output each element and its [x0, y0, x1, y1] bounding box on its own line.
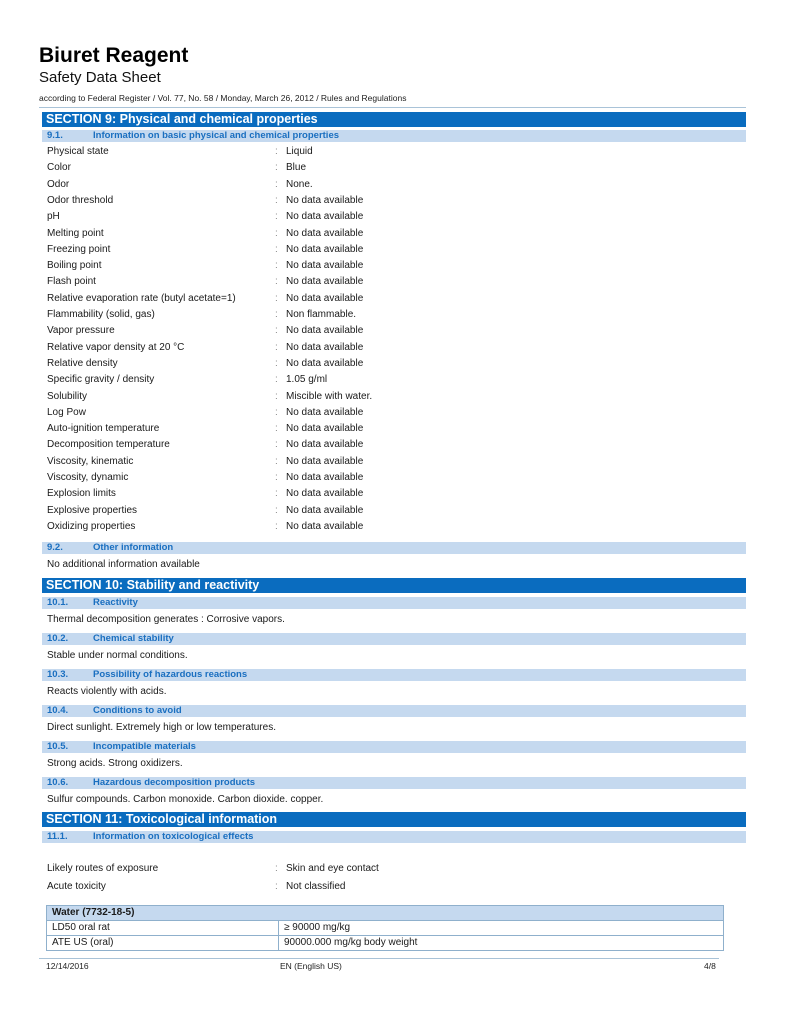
property-row [47, 291, 747, 307]
property-label: Viscosity, dynamic [47, 472, 129, 483]
property-value: No data available [286, 227, 364, 239]
property-separator: : [275, 390, 278, 402]
property-row [47, 470, 747, 486]
property-value: Skin and eye contact [286, 863, 379, 874]
subsection-title: Information on basic physical and chemical properties [93, 130, 340, 141]
property-value: No data available [286, 455, 364, 467]
property-label: Likely routes of exposure [47, 863, 159, 874]
property-row [47, 437, 747, 453]
other-information-text: No additional information available [47, 559, 200, 570]
subsection-9-2-header [42, 542, 746, 554]
property-value: No data available [286, 341, 364, 353]
subsection-title: Conditions to avoid [93, 705, 182, 716]
subsection-number: 9.1. [47, 130, 63, 141]
property-value: Miscible with water. [286, 390, 373, 402]
property-separator: : [275, 146, 278, 157]
property-separator: : [275, 162, 278, 174]
property-separator: : [275, 488, 278, 500]
table-row [47, 921, 724, 936]
property-row [47, 274, 747, 290]
subsection-text: Reacts violently with acids. [47, 686, 167, 697]
property-label: Explosion limits [47, 488, 116, 500]
table-cell-label: ATE US (oral) [47, 936, 279, 951]
property-row [47, 372, 747, 388]
subsection-number: 10.2. [47, 633, 69, 644]
property-label: Relative vapor density at 20 °C [47, 341, 185, 353]
property-label: Physical state [47, 146, 109, 157]
property-separator: : [275, 423, 278, 435]
property-row [47, 861, 747, 877]
property-row [47, 177, 747, 193]
subsection-header [42, 669, 746, 681]
property-value: No data available [286, 406, 364, 418]
property-value: Non flammable. [286, 309, 357, 320]
property-label: Viscosity, kinematic [47, 455, 134, 467]
property-row [47, 486, 747, 502]
table-cell-label: LD50 oral rat [47, 921, 279, 936]
subsection-text: Strong acids. Strong oxidizers. [47, 758, 183, 769]
property-separator: : [275, 276, 278, 288]
table-cell-value: ≥ 90000 mg/kg [279, 921, 724, 936]
footer-date: 12/14/2016 [46, 961, 89, 971]
property-label: Flash point [47, 276, 96, 288]
property-row [47, 193, 747, 209]
table-header-row [47, 906, 724, 921]
subsection-title: Reactivity [93, 597, 138, 608]
subsection-title: Information on toxicological effects [93, 831, 254, 842]
property-label: Log Pow [47, 406, 86, 418]
property-separator: : [275, 863, 278, 874]
subsection-text: Sulfur compounds. Carbon monoxide. Carbon dioxide. copper. [47, 794, 324, 805]
property-separator: : [275, 341, 278, 353]
property-label: Decomposition temperature [47, 439, 170, 451]
property-separator: : [275, 880, 278, 892]
property-row [47, 323, 747, 339]
property-label: Specific gravity / density [47, 374, 155, 386]
property-row [47, 160, 747, 176]
property-separator: : [275, 455, 278, 467]
substance-name: Water (7732-18-5) [47, 906, 724, 921]
property-label: Solubility [47, 390, 88, 402]
property-row [47, 226, 747, 242]
subsection-text: Thermal decomposition generates : Corrosive vapors. [47, 614, 285, 625]
property-separator: : [275, 178, 278, 190]
subsection-title: Possibility of hazardous reactions [93, 669, 248, 680]
property-label: Oxidizing properties [47, 520, 136, 532]
property-row [47, 879, 747, 895]
property-separator: : [275, 325, 278, 337]
property-separator: : [275, 243, 278, 255]
document-subtitle: Safety Data Sheet [39, 69, 161, 86]
property-value: No data available [286, 520, 364, 532]
property-value: Not classified [286, 880, 346, 892]
section-10-header: SECTION 10: Stability and reactivity [42, 578, 746, 593]
property-row [47, 503, 747, 519]
property-row [47, 405, 747, 421]
property-separator: : [275, 439, 278, 451]
footer-page-number: 4/8 [704, 961, 716, 971]
property-row [47, 209, 747, 225]
subsection-title: Chemical stability [93, 633, 174, 644]
subsection-header [42, 597, 746, 609]
property-value: No data available [286, 276, 364, 288]
property-separator: : [275, 406, 278, 418]
property-label: Auto-ignition temperature [47, 423, 160, 435]
property-row [47, 454, 747, 470]
property-separator: : [275, 211, 278, 223]
table-row [47, 936, 724, 951]
property-row [47, 258, 747, 274]
property-row [47, 307, 747, 323]
property-value: No data available [286, 194, 364, 206]
property-row [47, 421, 747, 437]
subsection-number: 10.3. [47, 669, 69, 680]
subsection-title: Other information [93, 542, 174, 553]
property-value: 1.05 g/ml [286, 374, 328, 386]
subsection-number: 10.1. [47, 597, 69, 608]
subsection-header [42, 633, 746, 645]
property-value: No data available [286, 292, 364, 304]
property-label: Freezing point [47, 243, 111, 255]
property-label: Relative evaporation rate (butyl acetate=1) [47, 292, 236, 304]
property-value: No data available [286, 504, 364, 516]
section-11-header: SECTION 11: Toxicological information [42, 812, 746, 827]
property-label: Odor [47, 178, 70, 190]
property-separator: : [275, 309, 278, 320]
property-label: Boiling point [47, 260, 102, 272]
subsection-text: Direct sunlight. Extremely high or low temperatures. [47, 722, 276, 733]
property-label: Color [47, 162, 71, 174]
property-label: pH [47, 211, 60, 223]
property-separator: : [275, 194, 278, 206]
property-value: No data available [286, 357, 364, 369]
subsection-text: Stable under normal conditions. [47, 650, 188, 661]
property-separator: : [275, 504, 278, 516]
header-divider [39, 107, 746, 108]
property-label: Melting point [47, 227, 104, 239]
section-9-header: SECTION 9: Physical and chemical properties [42, 112, 746, 127]
property-separator: : [275, 357, 278, 369]
property-value: No data available [286, 260, 364, 272]
subsection-number: 10.6. [47, 777, 69, 788]
footer-language: EN (English US) [280, 961, 342, 971]
subsection-9-1-header [42, 130, 746, 142]
property-value: No data available [286, 211, 364, 223]
property-row [47, 144, 747, 160]
document-title: Biuret Reagent [39, 44, 189, 67]
subsection-title: Incompatible materials [93, 741, 196, 752]
property-label: Odor threshold [47, 194, 114, 206]
property-row [47, 389, 747, 405]
subsection-title: Hazardous decomposition products [93, 777, 256, 788]
property-row [47, 356, 747, 372]
property-value: Blue [286, 162, 307, 174]
property-label: Vapor pressure [47, 325, 115, 337]
property-separator: : [275, 520, 278, 532]
property-separator: : [275, 374, 278, 386]
subsection-number: 11.1. [47, 831, 68, 842]
property-value: Liquid [286, 146, 313, 157]
property-separator: : [275, 260, 278, 272]
subsection-number: 9.2. [47, 542, 63, 553]
property-value: No data available [286, 423, 364, 435]
property-separator: : [275, 292, 278, 304]
regulation-note: according to Federal Register / Vol. 77, No. 58 / Monday, March 26, 2012 / Rules and Regulations [39, 93, 407, 103]
property-label: Explosive properties [47, 504, 138, 516]
subsection-11-1-header [42, 831, 746, 843]
subsection-header [42, 705, 746, 717]
subsection-number: 10.5. [47, 741, 69, 752]
property-row [47, 340, 747, 356]
property-row [47, 519, 747, 535]
property-value: None. [286, 178, 313, 190]
property-separator: : [275, 227, 278, 239]
property-value: No data available [286, 439, 364, 451]
property-label: Flammability (solid, gas) [47, 309, 155, 320]
property-label: Relative density [47, 357, 118, 369]
property-separator: : [275, 472, 278, 483]
footer-divider [39, 958, 719, 959]
property-label: Acute toxicity [47, 880, 106, 892]
property-row [47, 242, 747, 258]
property-value: No data available [286, 488, 364, 500]
table-cell-value: 90000.000 mg/kg body weight [279, 936, 724, 951]
property-value: No data available [286, 325, 364, 337]
subsection-header [42, 777, 746, 789]
water-toxicity-table [46, 905, 724, 951]
property-value: No data available [286, 472, 364, 483]
subsection-header [42, 741, 746, 753]
property-value: No data available [286, 243, 364, 255]
subsection-number: 10.4. [47, 705, 69, 716]
